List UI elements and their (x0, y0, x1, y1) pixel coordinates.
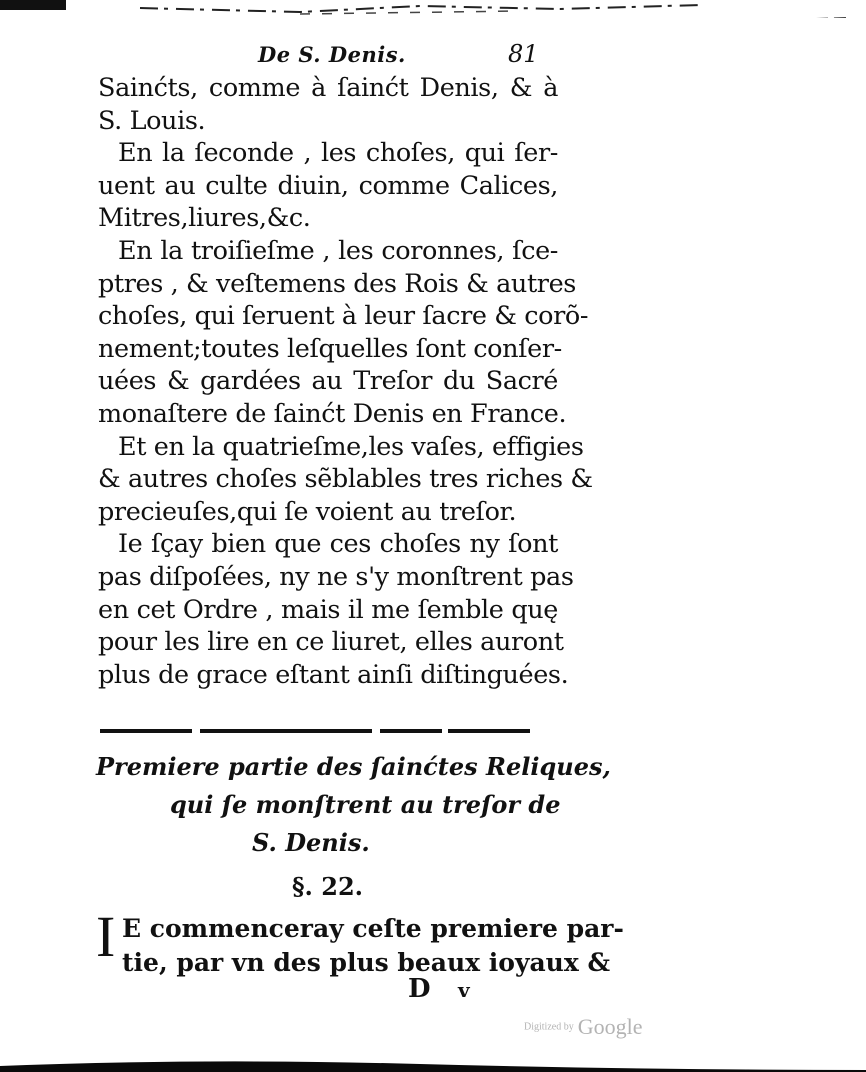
scan-top-edge (0, 0, 866, 18)
section-number: §. 22. (292, 872, 364, 901)
text-line: ptres , & veſtemens des Rois & autres (98, 268, 576, 299)
digitized-watermark (524, 1014, 642, 1040)
section-title-line: Premiere partie des ſainćtes Reliques, (96, 752, 611, 781)
catchword: v (458, 978, 470, 1002)
ornamental-rule (100, 727, 530, 735)
text-line: precieuſes,qui ſe voient au treſor. (98, 496, 517, 527)
text-line: Ie ſçay bien que ces choſes ny ſont (118, 529, 558, 560)
signature-mark: D (408, 974, 431, 1004)
text-line: choſes, qui ſeruent à leur ſacre & corõ- (98, 301, 589, 332)
text-line: Sainćts, comme à ſainćt Denis, & à (98, 73, 558, 103)
text-line: uent au culte diuin, comme Calices, (98, 170, 558, 201)
text-line: monaſtere de ſainćt Denis en France. (98, 398, 567, 429)
text-line: Et en la quatrieſme,les vaſes, effigies (118, 431, 584, 462)
text-line: Mitres,liures,&c. (98, 203, 311, 234)
text-line: & autres choſes sẽblables tres riches & (98, 464, 593, 495)
text-line: plus de grace eſtant ainſi diſtinguées. (98, 659, 569, 690)
drop-cap: I (96, 904, 116, 969)
section-title-line: qui ſe monſtrent au treſor de (170, 790, 561, 819)
watermark-prefix: Digitized by (524, 1021, 574, 1033)
text-line: en cet Ordre , mais il me ſemble quę (98, 594, 558, 625)
text-line: pour les lire en ce liuret, elles auront (98, 627, 564, 658)
text-line: uées & gardées au Treſor du Sacré (98, 366, 558, 397)
watermark-brand: Google (577, 1014, 643, 1039)
text-line: nement;toutes leſquelles ſont conſer- (98, 333, 562, 364)
text-line: En la troiſieſme , les coronnes, ſce- (118, 235, 558, 266)
text-line: S. Louis. (98, 105, 206, 136)
section-title (96, 748, 611, 862)
opening-paragraph (122, 912, 624, 980)
page-number: 81 (508, 40, 539, 68)
text-line: En la ſeconde , les choſes, qui ſer- (118, 138, 558, 169)
text-line: pas diſpoſées, ny ne s'y monſtrent pas (98, 561, 574, 592)
running-title: De S. Denis. (258, 42, 406, 67)
scan-bottom-edge (0, 1040, 866, 1072)
text-line: E commenceray ceſte premiere par- (122, 914, 624, 943)
body-text (98, 72, 593, 691)
section-title-line: S. Denis. (252, 828, 370, 857)
text-line: tie, par vn des plus beaux ioyaux & (122, 948, 611, 977)
